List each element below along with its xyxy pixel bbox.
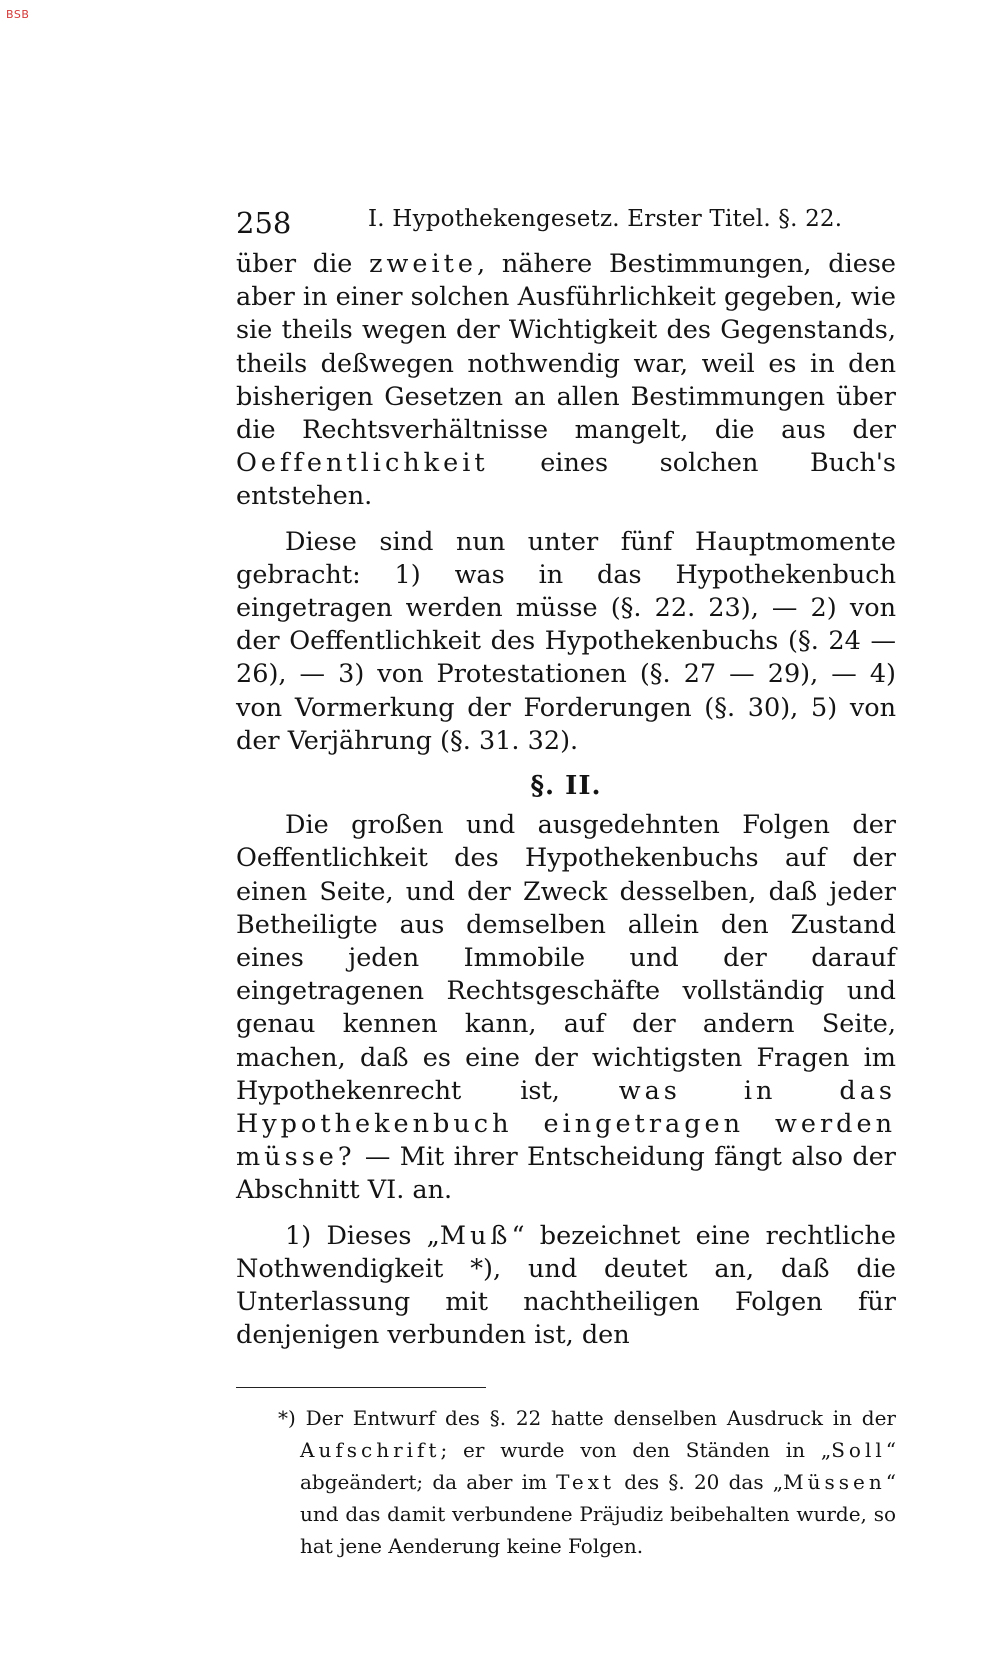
section-paragraph-1 <box>236 809 896 1207</box>
page-number: 258 <box>236 206 292 240</box>
intro-emphasis-2: Oeffentlichkeit <box>236 448 489 479</box>
main-text <box>236 248 896 1353</box>
section-p1-emphasis: was in das Hypothekenbuch eingetragen werden müsse? <box>236 1075 896 1173</box>
library-stamp: BSB <box>6 8 30 21</box>
footnote-mid-1: ; er wurde von den Ständen in „ <box>440 1437 832 1462</box>
section-p2-end: “ bezeichnet eine rechtliche Nothwendigkeit *), und deutet an, daß die Unterlassung mit nachtheiligen Folgen für denjenigen verbunden ist, den <box>236 1220 896 1351</box>
footnote-emphasis-1: Aufschrift <box>300 1437 441 1462</box>
footnote-emphasis-2: Soll <box>831 1437 886 1462</box>
section-p1-end: — Mit ihrer Entscheidung fängt also der Abschnitt VI. an. <box>236 1142 896 1206</box>
footnote-start: *) Der Entwurf des §. 22 hatte denselben Ausdruck in der <box>278 1405 896 1430</box>
footnote-divider <box>236 1387 486 1388</box>
intro-end: eines solchen Buch's entstehen. <box>236 448 896 512</box>
footnote-emphasis-3: Text <box>556 1469 616 1494</box>
section-p1-start: Die großen und ausgedehnten Folgen der Oeffentlichkeit des Hypothekenbuchs auf der einen Seite, und der Zweck desselben, daß jeder Betheiligte aus demselben allein den Zustand eines jeden Immobile und der darauf eingetragenen Rechtsgeschäfte vollständig und genau kennen kann, auf der andern Seite, machen, daß es eine der wichtigsten Fragen im Hypothekenrecht ist, <box>236 810 896 1106</box>
footnote-mid-3: des §. 20 das „ <box>615 1469 784 1494</box>
running-header <box>236 198 896 248</box>
running-title: I. Hypothekengesetz. Erster Titel. §. 22. <box>368 206 843 232</box>
section-paragraph-2 <box>236 1220 896 1353</box>
footnote-end: “ und das damit verbundene Präjudiz beibehalten wurde, so hat jene Aenderung keine Folgen. <box>300 1469 896 1558</box>
section-p2-start: 1) Dieses „ <box>285 1220 440 1251</box>
intro-start: über die <box>236 249 370 279</box>
footnote <box>258 1402 896 1562</box>
intro-continuation: , nähere Bestimmungen, diese aber in einer solchen Ausführlichkeit gegeben, wie sie theils wegen der Wichtigkeit des Gegenstands, theils deßwegen nothwendig war, weil es in den bisherigen Gesetzen an allen Bestimmungen über die Rechtsverhältnisse mangelt, die aus der <box>236 249 897 446</box>
section-p2-emphasis: Muß <box>439 1220 512 1251</box>
intro-emphasis-1: zweite <box>369 249 477 279</box>
book-page <box>236 198 896 1562</box>
footnote-mid-2: “ abgeändert; da aber im <box>300 1437 896 1494</box>
intro-paragraph <box>236 248 896 514</box>
footnote-emphasis-4: Müssen <box>783 1469 886 1494</box>
section-heading: §. II. <box>530 771 602 802</box>
summary-paragraph: Diese sind nun unter fünf Hauptmomente gebracht: 1) was in das Hypothekenbuch eingetragen werden müsse (§. 22. 23), — 2) von der Oeffentlichkeit des Hypothekenbuchs (§. 24 — 26), — 3) von Protestationen (§. 27 — 29), — 4) von Vormerkung der Forderungen (§. 30), 5) von der Verjährung (§. 31. 32). <box>236 526 896 756</box>
